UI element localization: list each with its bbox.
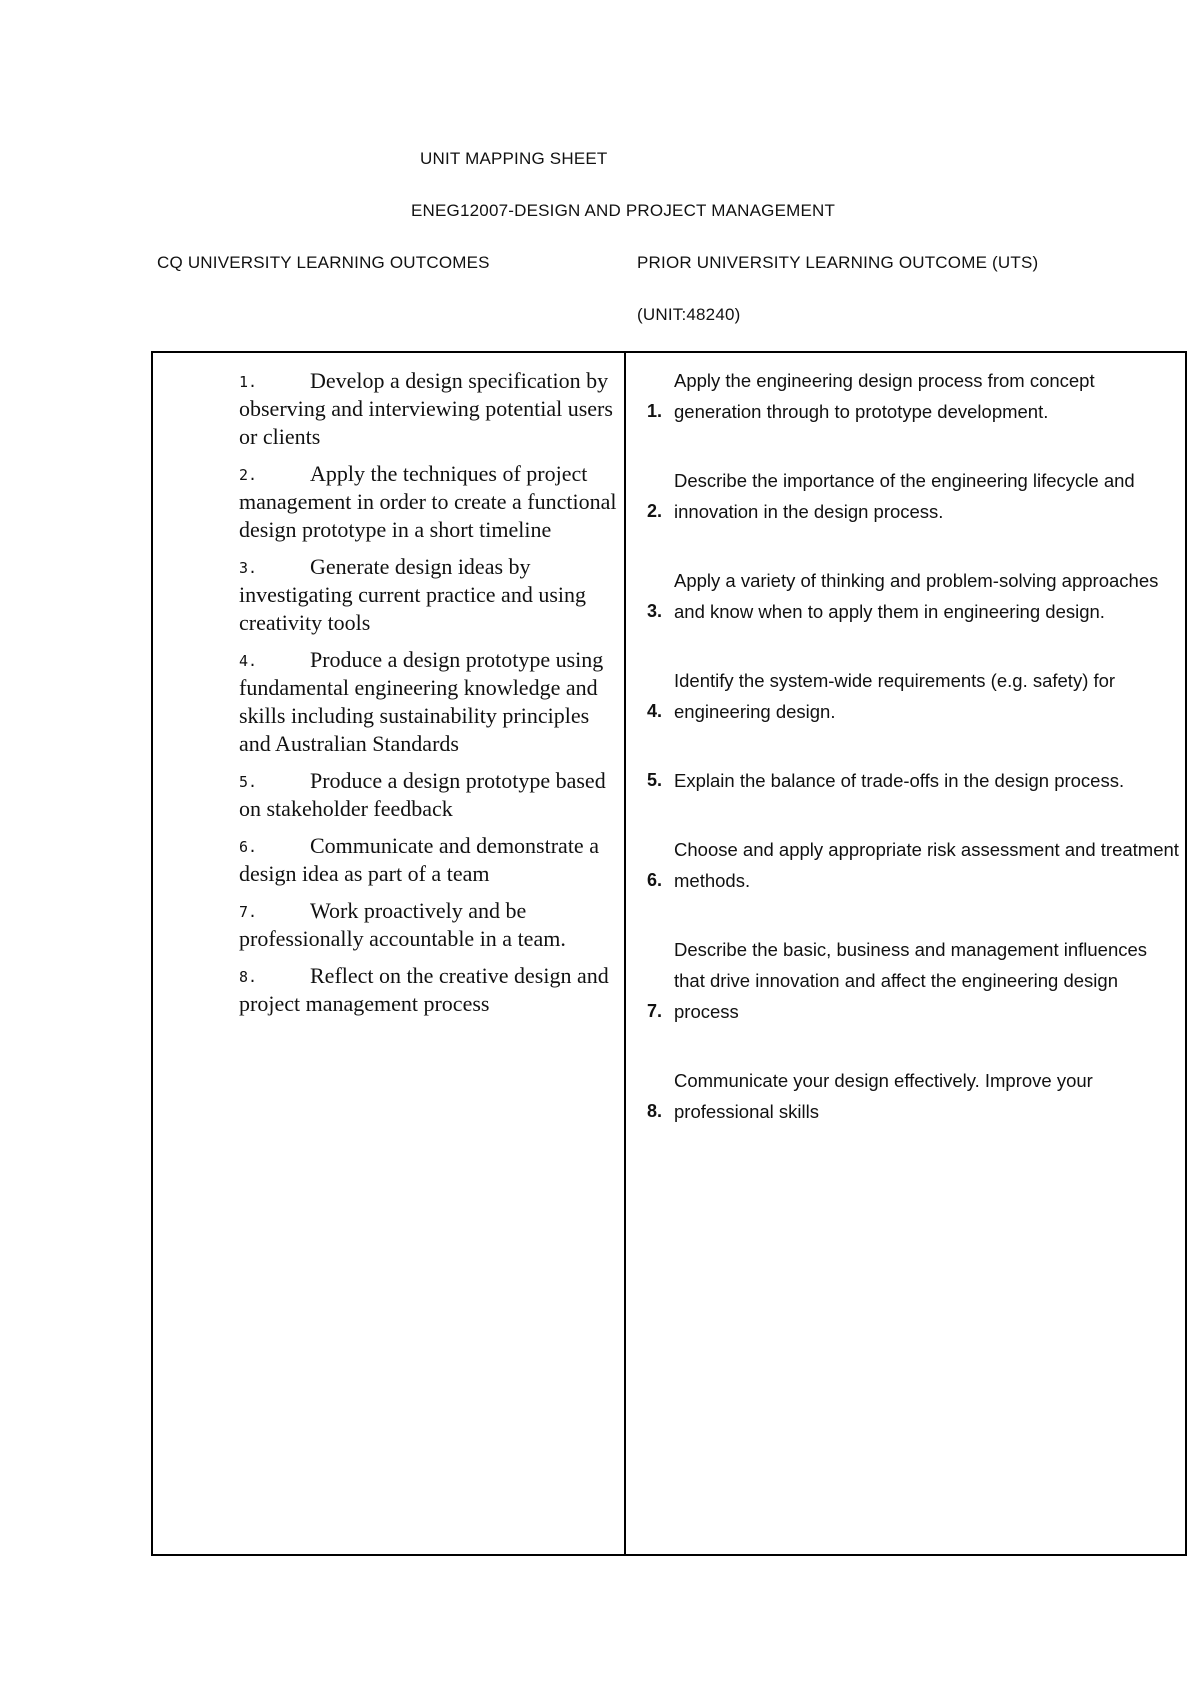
cqu-column-heading: CQ UNIVERSITY LEARNING OUTCOMES bbox=[157, 253, 490, 272]
uts-outcome-text: Apply the engineering design process from concept generation through to prototype development. bbox=[674, 370, 1095, 422]
uts-column-heading: PRIOR UNIVERSITY LEARNING OUTCOME (UTS) bbox=[637, 253, 1039, 272]
uts-outcome-text: Apply a variety of thinking and problem-solving approaches and know when to apply them in engineering design. bbox=[674, 570, 1159, 622]
cqu-outcome-text: Produce a design prototype based on stakeholder feedback bbox=[239, 768, 606, 821]
page-title: UNIT MAPPING SHEET bbox=[420, 149, 608, 168]
cqu-outcome-number: 1. bbox=[239, 373, 258, 391]
uts-outcome-number: 3. bbox=[647, 601, 663, 621]
cqu-outcome-item bbox=[239, 897, 621, 953]
uts-outcome-number: 5. bbox=[647, 770, 663, 790]
uts-outcome-text: Describe the importance of the engineering lifecycle and innovation in the design process. bbox=[674, 470, 1135, 522]
uts-outcome-item bbox=[643, 934, 1183, 1027]
uts-outcome-number: 7. bbox=[647, 1001, 663, 1021]
uts-outcome-number: 8. bbox=[647, 1101, 663, 1121]
cqu-outcome-number: 4. bbox=[239, 652, 258, 670]
cqu-outcome-number: 8. bbox=[239, 968, 258, 986]
cqu-outcome-item bbox=[239, 962, 621, 1018]
cqu-outcomes-list bbox=[239, 367, 621, 1027]
cqu-outcome-text: Reflect on the creative design and project management process bbox=[239, 963, 609, 1016]
cqu-outcome-item bbox=[239, 367, 621, 451]
uts-outcome-text: Describe the basic, business and management influences that drive innovation and affect the engineering design process bbox=[674, 939, 1148, 1022]
cqu-outcome-item bbox=[239, 460, 621, 544]
column-divider bbox=[624, 353, 626, 1554]
uts-outcome-number: 4. bbox=[647, 701, 663, 721]
cqu-outcome-number: 5. bbox=[239, 773, 258, 791]
uts-outcome-item bbox=[643, 834, 1183, 896]
uts-outcome-item bbox=[643, 365, 1183, 427]
cqu-outcome-item bbox=[239, 553, 621, 637]
cqu-outcome-number: 6. bbox=[239, 838, 258, 856]
cqu-outcome-text: Generate design ideas by investigating current practice and using creativity tools bbox=[239, 554, 586, 635]
cqu-outcome-text: Work proactively and be professionally accountable in a team. bbox=[239, 898, 566, 951]
uts-outcome-text: Communicate your design effectively. Improve your professional skills bbox=[674, 1070, 1093, 1122]
uts-outcome-number: 2. bbox=[647, 501, 663, 521]
cqu-outcome-number: 2. bbox=[239, 466, 258, 484]
uts-outcome-item bbox=[643, 565, 1183, 627]
cqu-outcome-item bbox=[239, 832, 621, 888]
cqu-outcome-number: 3. bbox=[239, 559, 258, 577]
uts-outcomes-list bbox=[643, 365, 1183, 1165]
cqu-outcome-text: Apply the techniques of project management in order to create a functional design prototype in a short timeline bbox=[239, 461, 617, 542]
uts-outcome-text: Explain the balance of trade-offs in the design process. bbox=[674, 770, 1125, 791]
cqu-outcome-text: Produce a design prototype using fundamental engineering knowledge and skills including sustainability principles and Australian Standards bbox=[239, 647, 604, 756]
mapping-table bbox=[151, 351, 1187, 1556]
uts-outcome-text: Choose and apply appropriate risk assessment and treatment methods. bbox=[674, 839, 1179, 891]
uts-outcome-item bbox=[643, 1065, 1183, 1127]
cqu-outcome-item bbox=[239, 646, 621, 758]
uts-outcome-number: 6. bbox=[647, 870, 663, 890]
uts-outcome-number: 1. bbox=[647, 401, 663, 421]
course-title: ENEG12007-DESIGN AND PROJECT MANAGEMENT bbox=[411, 201, 836, 220]
uts-outcome-item bbox=[643, 665, 1183, 727]
uts-outcome-text: Identify the system-wide requirements (e.g. safety) for engineering design. bbox=[674, 670, 1116, 722]
uts-outcome-item bbox=[643, 465, 1183, 527]
uts-unit-code: (UNIT:48240) bbox=[637, 305, 741, 324]
cqu-outcome-item bbox=[239, 767, 621, 823]
uts-outcome-item bbox=[643, 765, 1183, 796]
cqu-outcome-text: Develop a design specification by observing and interviewing potential users or clients bbox=[239, 368, 613, 449]
cqu-outcome-number: 7. bbox=[239, 903, 258, 921]
cqu-outcome-text: Communicate and demonstrate a design idea as part of a team bbox=[239, 833, 599, 886]
